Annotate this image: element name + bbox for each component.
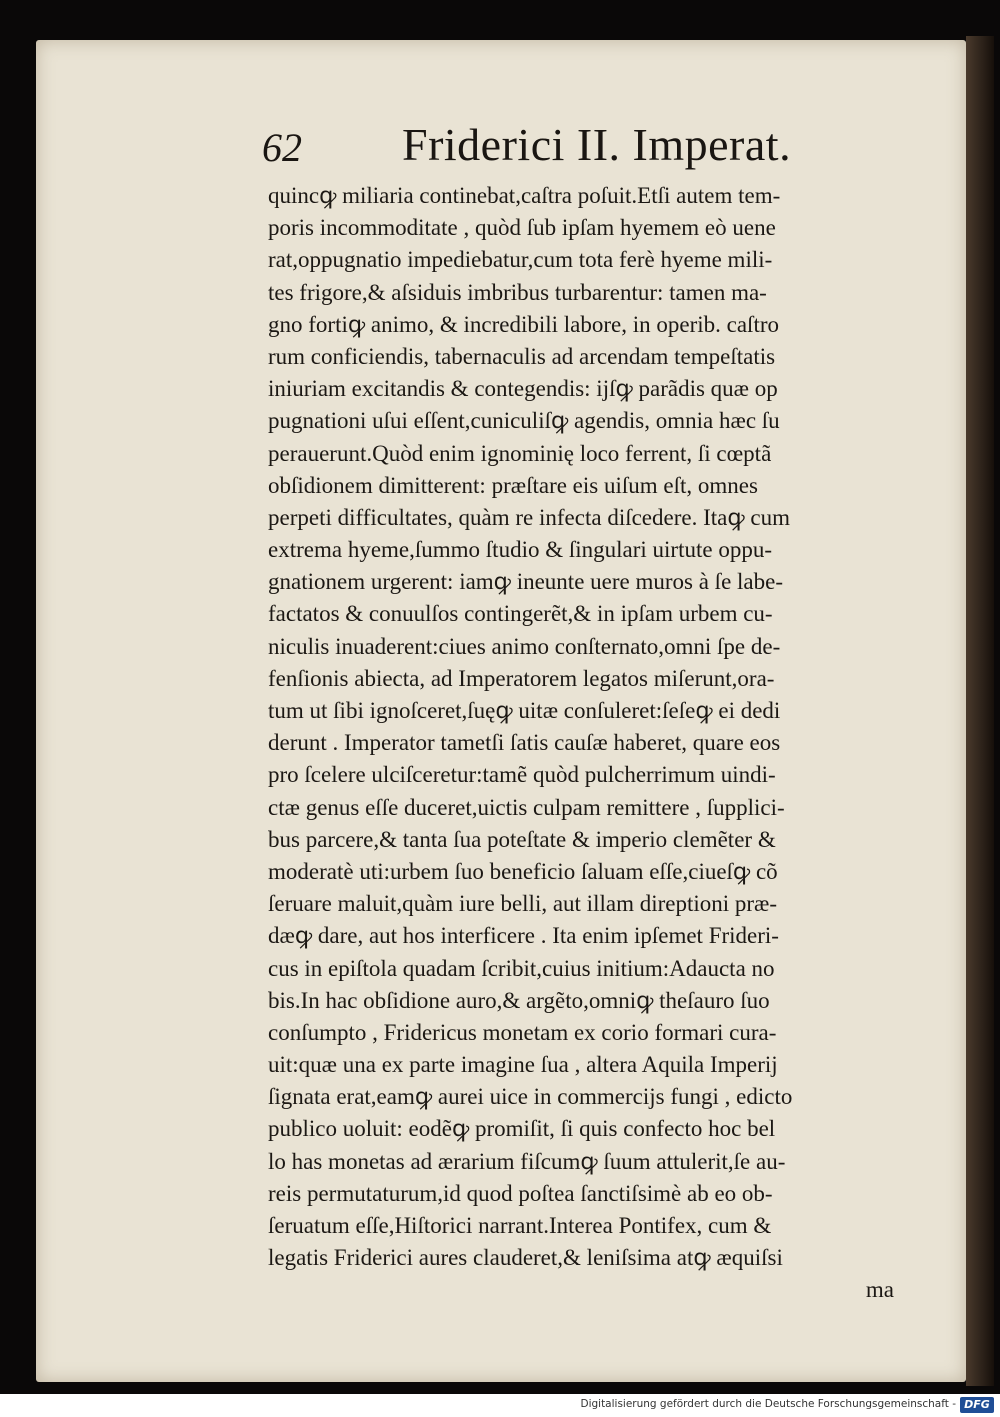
catchword: ma — [865, 1277, 894, 1303]
text-line: rum conficiendis, tabernaculis ad arcendam tempeſtatis — [268, 343, 776, 369]
text-line: gno fortiꝙ animo, & incredibili labore, in operib. caſtro — [268, 311, 779, 337]
dfg-logo: DFG — [960, 1397, 994, 1413]
text-line: ctæ genus eſſe duceret,uictis culpam remittere , ſupplici- — [268, 794, 785, 820]
text-line: pugnationi uſui eſſent,cuniculiſꝙ agendis, omnia hæc ſu — [268, 408, 780, 434]
text-line: uit:quæ una ex parte imagine ſua , altera Aquila Imperij — [268, 1052, 778, 1078]
text-line: ſeruare maluit,quàm iure belli, aut illam direptioni præ- — [268, 891, 778, 917]
text-line: rat,oppugnatio impediebatur,cum tota ferè hyeme mili- — [268, 247, 773, 273]
text-line: bus parcere,& tanta ſua poteſtate & imperio clemẽter & — [268, 826, 776, 852]
text-line: perpeti difficultates, quàm re infecta diſcedere. Itaꝙ cum — [268, 504, 790, 530]
running-title: Friderici II. Imperat. — [402, 119, 792, 170]
text-line: reis permutaturum,id quod poſtea ſanctiſsimè ab eo ob- — [268, 1180, 773, 1206]
book-binding-edge — [966, 36, 994, 1386]
text-line: lo has monetas ad ærarium fiſcumꝙ ſuum attulerit,ſe au- — [268, 1148, 786, 1174]
page-header — [262, 118, 912, 178]
text-line: ſeruatum eſſe,Hiſtorici narrant.Interea Pontifex, cum & — [268, 1213, 772, 1238]
text-line: tum ut ſibi ignoſceret,ſuęꝙ uitæ conſuleret:ſeſeꝙ ei dedi — [268, 698, 781, 723]
text-line: derunt . Imperator tametſi ſatis cauſæ haberet, quare eos — [268, 730, 781, 756]
text-line: fenſionis abiecta, ad Imperatorem legatos miſerunt,ora- — [268, 665, 775, 691]
body-text — [268, 180, 908, 1307]
text-line: perauerunt.Quòd enim ignominię loco ferrent, ſi cœptã — [268, 440, 772, 466]
text-line: publico uoluit: eodẽꝙ promiſit, ſi quis confecto hoc bel — [268, 1116, 776, 1142]
text-line: gnationem urgerent: iamꝙ ineunte uere muros à ſe labe- — [268, 569, 783, 595]
text-line: moderatè uti:urbem ſuo beneficio ſaluam eſſe,ciueſꝙ cõ — [268, 858, 778, 884]
text-line: obſidionem dimitterent: præſtare eis uiſum eſt, omnes — [268, 472, 758, 498]
text-line: factatos & conuulſos contingerẽt,& in ipſam urbem cu- — [268, 601, 773, 627]
text-line: legatis Friderici aures clauderet,& leniſsima atꝙ æquiſsi — [268, 1245, 783, 1271]
text-line: extrema hyeme,ſummo ſtudio & ſingulari uirtute oppu- — [268, 537, 772, 563]
text-line: poris incommoditate , quòd ſub ipſam hyemem eò uene — [268, 215, 776, 241]
text-line: niculis inuaderent:ciues animo conſternato,omni ſpe de- — [268, 633, 781, 659]
text-line: iniuriam excitandis & contegendis: ijſꝙ parãdis quæ op — [268, 376, 778, 402]
text-line: pro ſcelere ulciſceretur:tamẽ quòd pulcherrimum uindi- — [268, 762, 776, 788]
text-line: conſumpto , Fridericus monetam ex corio formari cura- — [268, 1019, 777, 1045]
text-line: bis.In hac obſidione auro,& argẽto,omniꝙ theſauro ſuo — [268, 987, 770, 1013]
text-line: tes frigore,& aſsiduis imbribus turbarentur: tamen ma- — [268, 279, 767, 305]
text-line: ſignata erat,eamꝙ aurei uice in commercijs fungi , edicto — [268, 1084, 793, 1110]
text-line: quincꝙ miliaria continebat,caſtra poſuit.Etſi autem tem- — [268, 183, 781, 208]
footer-bar — [0, 1394, 1000, 1417]
funding-notice: Digitalisierung gefördert durch die Deutsche Forschungsgemeinschaft - — [580, 1398, 956, 1410]
page-number: 62 — [262, 125, 302, 170]
text-line: dæꝙ dare, aut hos interficere . Ita enim ipſemet Frideri- — [268, 923, 779, 949]
text-line: cus in epiſtola quadam ſcribit,cuius initium:Adaucta no — [268, 955, 775, 981]
